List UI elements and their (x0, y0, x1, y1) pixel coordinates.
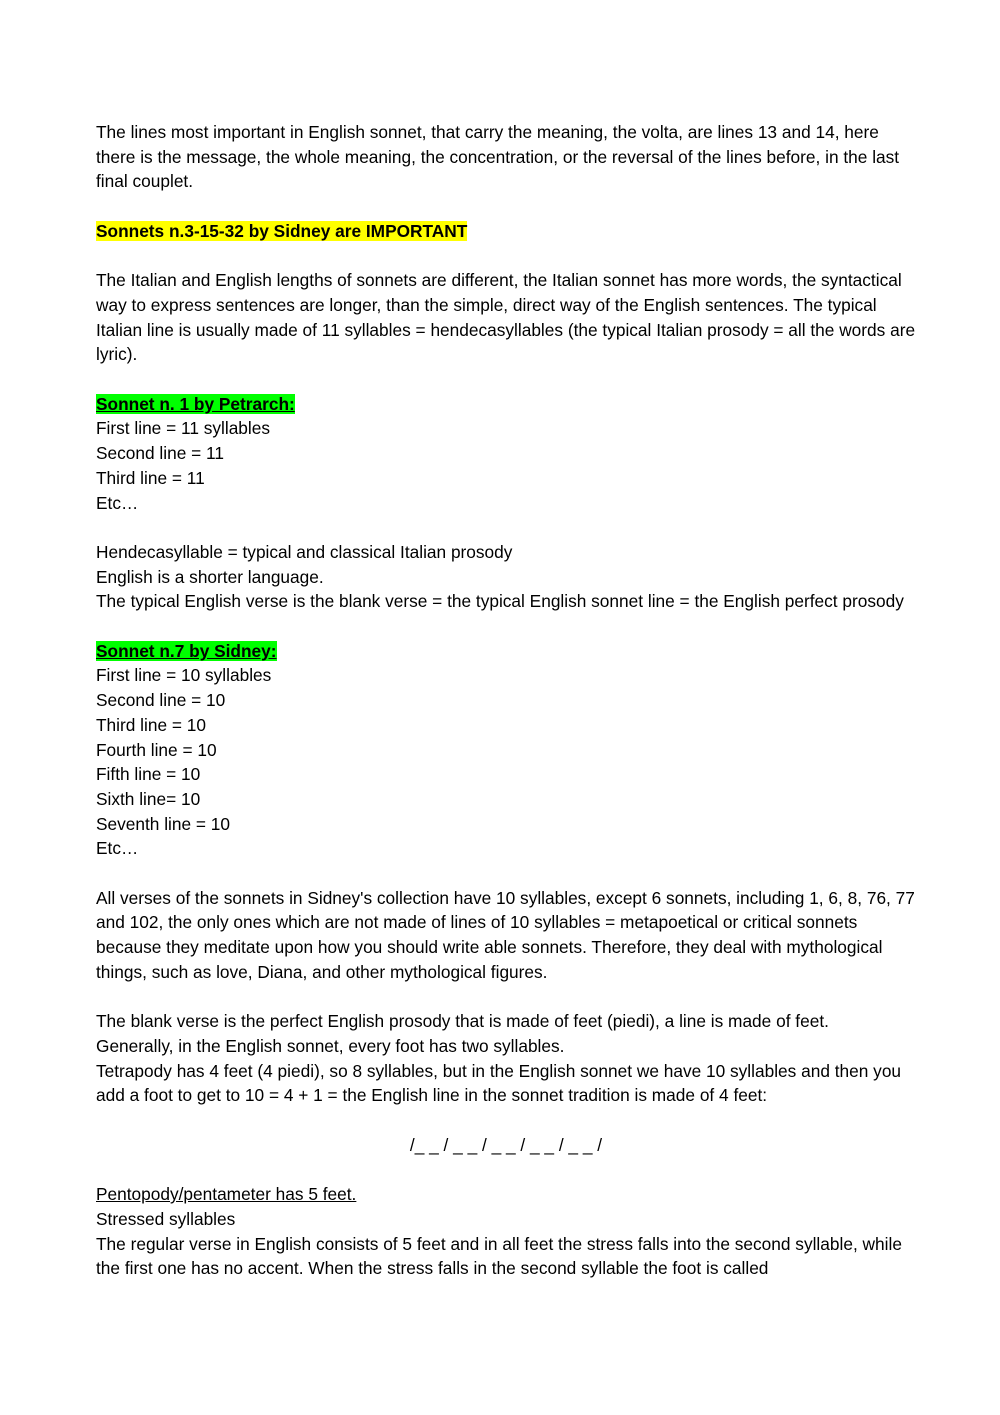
sidney-heading: Sonnet n.7 by Sidney: (96, 640, 277, 661)
petrarch-heading: Sonnet n. 1 by Petrarch: (96, 393, 295, 414)
sidney-line: Seventh line = 10 (96, 813, 231, 834)
petrarch-line: Third line = 11 (96, 467, 205, 488)
petrarch-line: First line = 11 syllables (96, 418, 271, 439)
blank-verse-line: Generally, in the English sonnet, every foot has two syllables. (96, 1035, 565, 1056)
sidney-heading-line (96, 639, 916, 664)
hendecasyllable-section (96, 540, 916, 614)
petrarch-section (96, 392, 916, 516)
petrarch-heading-line (96, 392, 916, 417)
petrarch-line: Second line = 11 (96, 443, 224, 464)
pentapody-section (96, 1182, 916, 1281)
petrarch-line: Etc… (96, 492, 139, 513)
paragraph-volta: The lines most important in English sonnet, that carry the meaning, the volta, are lines 13 and 14, here there is the message, the whole meaning, the concentration, or the reversal of the lines before, in the last final couplet. (96, 122, 900, 192)
feet-pattern: /_ _ / _ _ / _ _ / _ _ / _ _ / (409, 1134, 603, 1155)
stressed-label: Stressed syllables (96, 1208, 236, 1229)
hendeca-line: The typical English verse is the blank verse = the typical English sonnet line = the English perfect prosody (96, 591, 904, 612)
paragraph-italian-english: The Italian and English lengths of sonnets are different, the Italian sonnet has more words, the syntactical way to express sentences are longer, than the simple, direct way of the English sentences. The typical Italian line is usually made of 11 syllables = hendecasyllables (the typical Italian prosody = all the words are lyric). (96, 270, 916, 365)
hendeca-line: Hendecasyllable = typical and classical Italian prosody (96, 541, 513, 562)
hendeca-line: English is a shorter language. (96, 566, 324, 587)
paragraph-sidney-collection: All verses of the sonnets in Sidney's collection have 10 syllables, except 6 sonnets, including 1, 6, 8, 76, 77 and 102, the only ones which are not made of lines of 10 syllables = metapoetical or critical sonnets because they meditate upon how you should write able sonnets. Therefore, they deal with mythological things, such as love, Diana, and other mythological figures. (96, 887, 915, 982)
paragraph-regular-verse: The regular verse in English consists of 5 feet and in all feet the stress falls into the second syllable, while the first one has no accent. When the stress falls in the second syllable the foot is called (96, 1233, 902, 1279)
sidney-line: Sixth line= 10 (96, 788, 201, 809)
blank-verse-line: The blank verse is the perfect English prosody that is made of feet (piedi), a line is made of feet. (96, 1011, 829, 1032)
blank-verse-section (96, 1009, 916, 1108)
blank-verse-line: Tetrapody has 4 feet (4 piedi), so 8 syllables, but in the English sonnet we have 10 syllables and then you add a foot to get to 10 = 4 + 1 = the English line in the sonnet tradition is made of 4 feet: (96, 1060, 902, 1106)
sidney-section (96, 639, 916, 861)
sidney-line: Third line = 10 (96, 714, 206, 735)
pentapody-heading: Pentopody/pentameter has 5 feet. (96, 1184, 357, 1205)
sidney-line: First line = 10 syllables (96, 665, 272, 686)
sidney-line: Second line = 10 (96, 690, 226, 711)
sidney-line: Fourth line = 10 (96, 739, 217, 760)
sidney-line: Etc… (96, 838, 139, 859)
sidney-line: Fifth line = 10 (96, 764, 201, 785)
highlight-important: Sonnets n.3-15-32 by Sidney are IMPORTANT (96, 220, 468, 241)
important-note (96, 219, 916, 244)
document-page (96, 120, 916, 1281)
